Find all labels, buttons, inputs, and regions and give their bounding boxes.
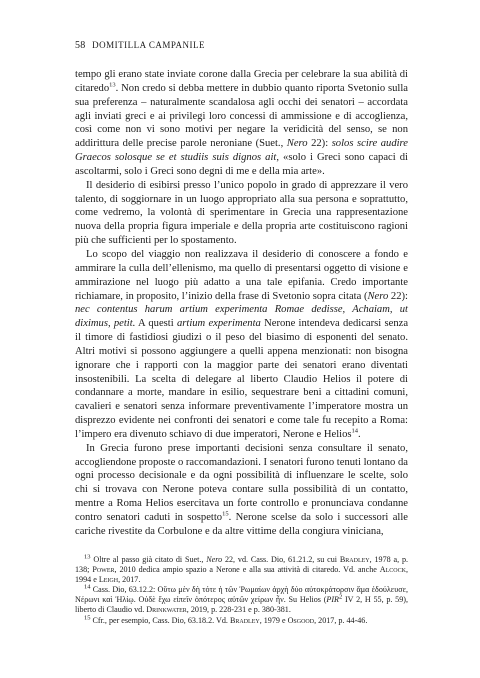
text-run: tempo gli erano state inviate corone dalla Grecia per celebrare la sua abilità di citaredo [75, 69, 408, 94]
text-run: 22, vd. Cass. Dio, 61.21.2, su cui [222, 555, 340, 564]
footnote-number: 13 [84, 553, 91, 561]
citation-author: Osgood [287, 615, 315, 625]
running-head-author: DOMITILLA CAMPANILE [92, 40, 206, 50]
paragraph-3 [75, 248, 408, 442]
text-run: In Grecia furono prese importanti decisioni senza consultare il senato, accogliendone proposte o raccomandazioni. I senatori furono tenuti lontano da ogni processo decisionale e da ogni possibilità di influenzare le scelte, solo chi si trovava con Nerone poteva contare sulla possibilità di un contatto, mentre a Roma Helios esercitava un forte controllo e pronunciava condanne contro senatori caduti in sospetto [75, 442, 408, 523]
italic-run: Nero [367, 290, 389, 302]
page-number: 58 [75, 40, 86, 51]
main-text [75, 68, 408, 539]
paragraph-1 [75, 68, 408, 179]
text-run: 22): [307, 138, 332, 150]
text-run: , «solo i Greci sono capaci di ascoltarmi, solo i Greci sono degni di me e della mia arte». [75, 152, 408, 177]
text-run: , 1994 e [75, 565, 408, 585]
text-run: . Non credo si debba mettere in dubbio quanto riporta Svetonio sulla sua preferenza – naturalmente scandalosa agli occhi dei senatori – accordata agli inviati greci e ai privilegi loro concessi di ammissione e di accoglienza, così come non vi sono motivi per negare la veridicità del senso, se non addirittura delle precise parole neroniane (Suet., [75, 82, 408, 150]
footnote-ref-15[interactable]: 15 [222, 510, 229, 518]
footnote-ref-14[interactable]: 14 [351, 427, 359, 435]
citation-author: Power [92, 565, 115, 575]
citation-author: Bradley [339, 555, 370, 564]
italic-run: PIR [326, 595, 339, 605]
footnote-15 [75, 613, 408, 626]
paragraph-4 [75, 442, 408, 539]
italic-run: Nero [286, 138, 308, 150]
text-run: , 2019, p. 228-231 e p. 380-381. [186, 605, 291, 615]
text-run: 22): [388, 290, 409, 302]
text-run: Lo scopo del viaggio non realizzava il desiderio di conoscere a fondo e ammirare la culla dell’ellenismo, ma quello di presentarsi oggetto di visione e ammirazione nel luogo più adatto a una tale epifania. Credo importante richiamare, in proposito, l’inizio della frase di Svetonio sopra citata ( [75, 248, 408, 302]
text-run: Cass. Dio, 63.12.2: Οὕτω μὲν δὴ τότε ἡ τῶν Ῥωμαίων ἀρχὴ δύο αὐτοκράτορσιν ἅμα ἐδούλευσε, Νέρωνι καὶ Ἡλίῳ. Οὐδὲ ἔχω εἰπεῖν ὁπότερος αὐτῶν χείρων ἦν. Su Helios ( [75, 585, 408, 605]
text-run: Cfr., per esempio, Cass. Dio, 63.18.2. Vd. [92, 615, 230, 625]
footnote-13 [75, 555, 408, 585]
italic-run: artium experimenta [176, 318, 261, 330]
text-run: , 1979 e [259, 615, 288, 625]
citation-author: Alcock [379, 565, 406, 575]
paragraph-2: Il desiderio di esibirsi presso l’unico popolo in grado di apprezzare il vero talento, di soggiornare in un luogo appropriato alla sua persona e soprattutto, come vedremo, la volontà di sperimentare in Grecia una rappresentazione nuova della propria figura imperiale e della propria arte costituiscono ragioni più che sufficienti per lo spostamento. [75, 179, 408, 247]
latin-quotation: nec contentus harum artium experimenta Romae dedisse, Achaiam, ut diximus, petit. [75, 304, 408, 330]
text-run: , 2017, p. 44-46. [314, 615, 368, 625]
text-run: , 1978 a, p. 138; [75, 555, 409, 575]
citation-author: Drinkwater [146, 605, 187, 615]
text-run: A questi [135, 318, 177, 330]
text-run: Nerone intendeva dedicarsi senza il timore di fastidiosi giudizi o il peso del biasimo di esponenti del senato. Altri motivi si possono aggiungere a quelli appena menzionati: non bisogna ignorare che i rapporti con la maggior parte dei senatori erano diventati insostenibili. La scelta di delegare al liberto Claudio Helios il potere di condannare a morte, mandare in esilio, sequestrare beni a cittadini comuni, cavalieri e senatori senza informare preventivamente l’imperatore mostra un disprezzo evidente nei confronti dei senatori e come tale fu recepito a Roma: l’impero era divenuto schiavo di due imperatori, Nerone e Helios [75, 318, 409, 440]
text-run: , 2010 dedica ampio spazio a Nerone e alla sua attività di citaredo. Vd. anche [114, 565, 380, 575]
citation-author: Leigh [98, 575, 119, 585]
latin-quotation: solos scire audire Graecos solosque se et studiis suis dignos ait [75, 138, 408, 164]
footnotes [75, 555, 408, 626]
footnote-14 [75, 585, 408, 615]
italic-run: Nero [206, 555, 223, 564]
text-run: IV 2, H 55, p. 59), liberto di Claudio vd. [75, 595, 408, 615]
edition-superscript: 2 [338, 593, 343, 601]
footnote-ref-13[interactable]: 13 [109, 81, 116, 89]
citation-author: Bradley [229, 615, 260, 625]
text-run: . [358, 428, 361, 440]
footnote-number: 15 [84, 613, 91, 621]
text-run: , 2017. [118, 575, 141, 585]
text-run: . Nerone scelse da solo i successori alle cariche rivestite da Corbulone e da altre vittime della congiura viniciana, [75, 512, 409, 537]
footnote-number: 14 [84, 583, 91, 591]
text-run: Oltre al passo già citato di Suet., [93, 555, 207, 564]
running-header [75, 40, 205, 51]
